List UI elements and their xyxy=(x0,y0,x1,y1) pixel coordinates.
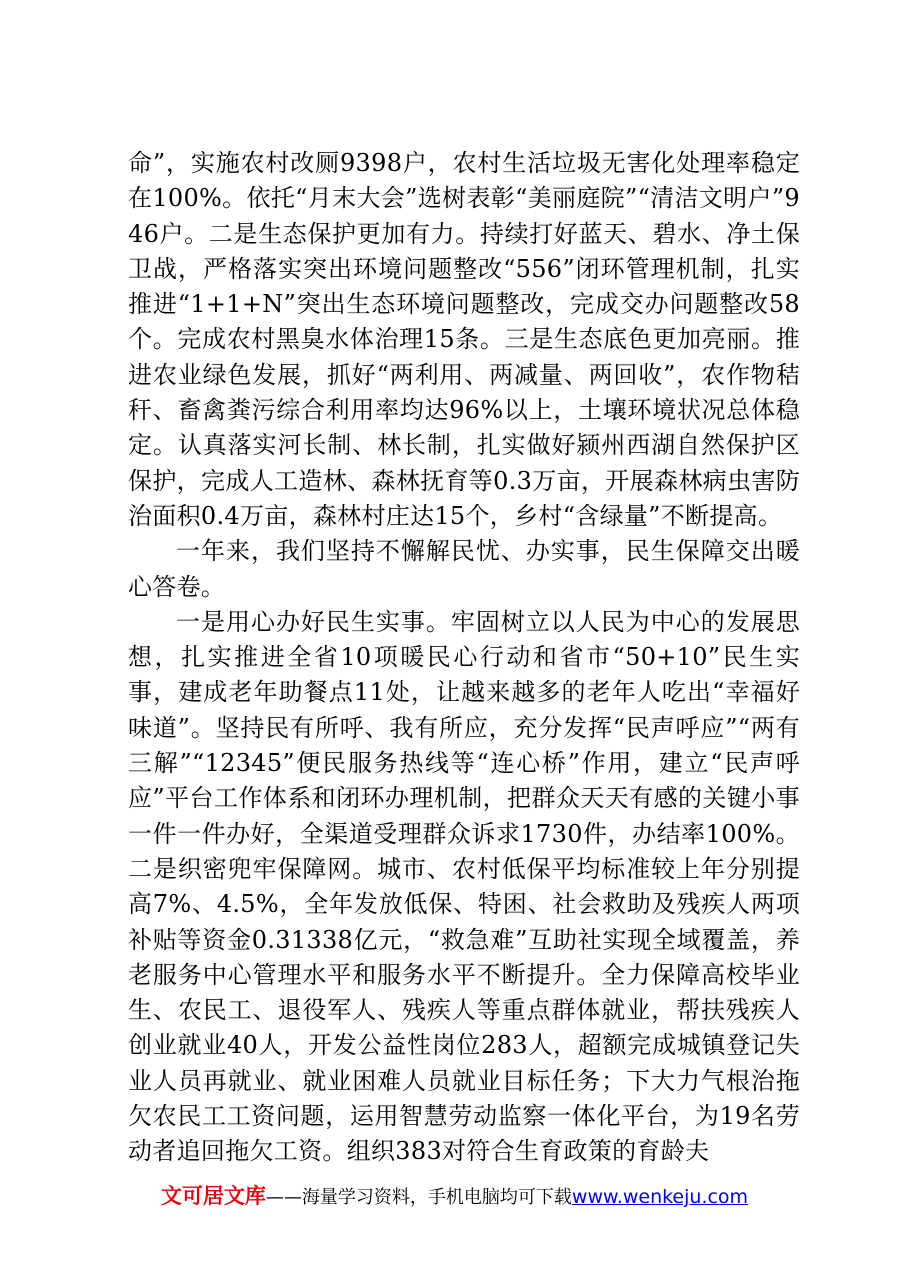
footer-brand: 文可居文库 xyxy=(160,1184,266,1208)
paragraph-3: 一是用心办好民生实事。牢固树立以人民为中心的发展思想，扎实推进全省10项暖民心行动和省市“50+10”民生实事，建成老年助餐点11处，让越来越多的老年人吃出“幸福好味道”。坚持民有所呼、我有所应，充分发挥“民声呼应”“两有三解”“12345”便民服务热线等“连心桥”作用，建立“民声呼应”平台工作体系和闭环办理机制，把群众天天有感的关键小事一件一件办好，全渠道受理群众诉求1730件，办结率100%。二是织密兜牢保障网。城市、农村低保平均标准较上年分别提高7%、4.5%，全年发放低保、特困、社会救助及残疾人两项补贴等资金0.31338亿元，“救急难”互助社实现全域覆盖，养老服务中心管理水平和服务水平不断提升。全力保障高校毕业生、农民工、退役军人、残疾人等重点群体就业，帮扶残疾人创业就业40人，开发公益性岗位283人，超额完成城镇登记失业人员再就业、就业困难人员就业目标任务；下大力气根治拖欠农民工工资问题，运用智慧劳动监察一体化平台，为19名劳动者追回拖欠工资。组织383对符合生育政策的育龄夫 xyxy=(128,607,800,1166)
footer-link[interactable]: www.wenkeju.com xyxy=(571,1186,749,1208)
footer-banner xyxy=(0,1184,909,1210)
document-body xyxy=(128,146,800,1170)
paragraph-1: 命”，实施农村改厕9398户，农村生活垃圾无害化处理率稳定在100%。依托“月末大会”选树表彰“美丽庭院”“清洁文明户”946户。二是生态保护更加有力。持续打好蓝天、碧水、净土保卫战，严格落实突出环境问题整改“556”闭环管理机制，扎实推进“1+1+N”突出生态环境问题整改，完成交办问题整改58个。完成农村黑臭水体治理15条。三是生态底色更加亮丽。推进农业绿色发展，抓好“两利用、两减量、两回收”，农作物秸秆、畜禽粪污综合利用率均达96%以上，土壤环境状况总体稳定。认真落实河长制、林长制，扎实做好颍州西湖自然保护区保护，完成人工造林、森林抚育等0.3万亩，开展森林病虫害防治面积0.4万亩，森林村庄达15个，乡村“含绿量”不断提高。 xyxy=(128,149,800,530)
footer-tagline: ——海量学习资料，手机电脑均可下载 xyxy=(265,1187,572,1208)
paragraph-2: 一年来，我们坚持不懈解民忧、办实事，民生保障交出暖心答卷。 xyxy=(128,537,800,601)
